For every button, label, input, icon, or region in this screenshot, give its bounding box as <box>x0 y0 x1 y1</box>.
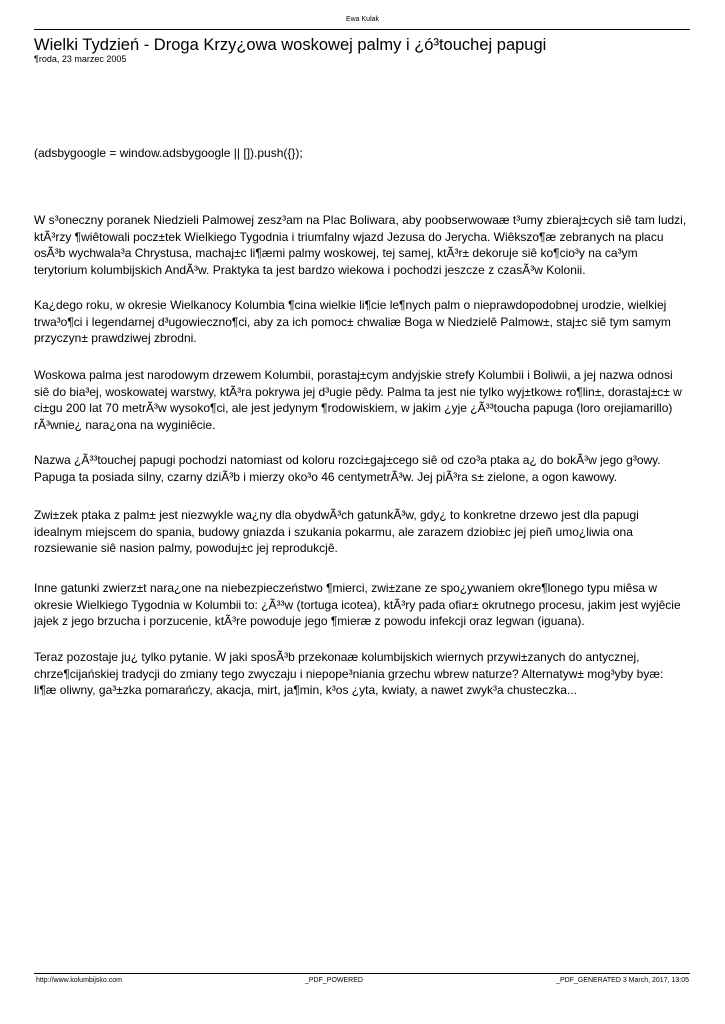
footer-powered: _PDF_POWERED <box>305 977 363 984</box>
article-paragraph: Woskowa palma jest narodowym drzewem Kolumbii, porastaj±cym andyjskie strefy Kolumbii i Boliwii, a jej nazwa odnosi siê do bia³ej, woskowatej warstwy, ktÃ³ra pokrywa jej d³ugie pêdy. Palma ta jest nie tylko wyj±tkow± ro¶lin±, dorastaj±c± w ci±gu 200 lat 70 metrÃ³w wysoko¶ci, ale jest jedynym ¶rodowiskiem, w jakim ¿yje ¿Ã³³toucha papuga (loro orejiamarillo) rÃ³wnie¿ nara¿ona na wyginiêcie. <box>34 368 682 432</box>
article-paragraph: Nazwa ¿Ã³³touchej papugi pochodzi natomiast od koloru rozci±gaj±cego siê od czo³a ptaka a¿ do bokÃ³w jego g³owy. Papuga ta posiada silny, czarny dziÃ³b i mierzy oko³o 46 centymetrÃ³w. Jej piÃ³ra s± zielone, a ogon kawowy. <box>34 453 661 484</box>
ads-script-text: (adsbygoogle = window.adsbygoogle || []).push({}); <box>34 146 303 160</box>
footer-divider <box>34 973 690 974</box>
article-paragraph: Inne gatunki zwierz±t nara¿one na niebezpieczeństwo ¶mierci, zwi±zane ze spo¿ywaniem okre¶lonego typu miêsa w okresie Wielkiego Tygodnia w Kolumbii to: ¿Ã³³w (tortuga icotea), ktÃ³ry pada ofiar± okrutnego procesu, jakim jest wyjêcie jajek z jego brzucha i porzucenie, ktÃ³re powoduje jego ¶mieræ z powodu infekcji oraz legwan (iguana). <box>34 581 681 628</box>
article-paragraph: Teraz pozostaje ju¿ tylko pytanie. W jaki sposÃ³b przekonaæ kolumbijskich wiernych przywi±zanych do antycznej, chrze¶cijańskiej tradycji do zmiany tego zwyczaju i niepope³niania grzechu wbrew naturze? Alternatyw± mog³yby byæ: li¶æ oliwny, ga³±zka pomarańczy, akacja, mirt, ja¶min, k³os ¿yta, kwiaty, a nawet zwyk³a chusteczka... <box>34 650 664 697</box>
author-header: Ewa Kulak <box>345 16 380 23</box>
article-paragraph: Ka¿dego roku, w okresie Wielkanocy Kolumbia ¶cina wielkie li¶cie le¶nych palm o nieprawdopodobnej urodzie, wielkiej trwa³o¶ci i legendarnej d³ugowieczno¶ci, aby za ich pomoc± chwaliæ Boga w Niedzielê Palmow±, staj±c siê tym samym przyczyn± prawdziwej zbrodni. <box>34 298 671 345</box>
article-paragraph: Zwi±zek ptaka z palm± jest niezwykle wa¿ny dla obydwÃ³ch gatunkÃ³w, gdy¿ to konkretne drzewo jest dla papugi idealnym miejscem do spania, budowy gniazda i szukania pokarmu, ale zarazem dziobi±c jej pieñ umo¿liwia ona rozsiewanie siê nasion palmy, powoduj±c jej reprodukcjê. <box>34 508 639 555</box>
article-title: Wielki Tydzień - Droga Krzy¿owa woskowej palmy i ¿ó³touchej papugi <box>34 36 547 54</box>
footer-url-link[interactable]: http://www.kolumbijsko.com <box>36 977 122 984</box>
header-divider <box>34 29 690 30</box>
article-date: ¶roda, 23 marzec 2005 <box>34 54 127 64</box>
article-paragraph: W s³oneczny poranek Niedzieli Palmowej zesz³am na Plac Boliwara, aby poobserwowaæ t³umy zbieraj±cych siê tam ludzi, ktÃ³rzy ¶wiêtowali pocz±tek Wielkiego Tygodnia i triumfalny wjazd Jezusa do Jerycha. Wiêkszo¶æ zebranych na placu osÃ³b wychwala³a Chrystusa, machaj±c li¶æmi palmy woskowej, tej samej, ktÃ³r± dekoruje siê ko¶cio³y na ca³ym terytorium kolumbijskich AndÃ³w. Praktyka ta jest bardzo wiekowa i pochodzi jeszcze z czasÃ³w Kolonii. <box>34 213 687 277</box>
footer-generated: _PDF_GENERATED 3 March, 2017, 13:05 <box>556 977 689 984</box>
